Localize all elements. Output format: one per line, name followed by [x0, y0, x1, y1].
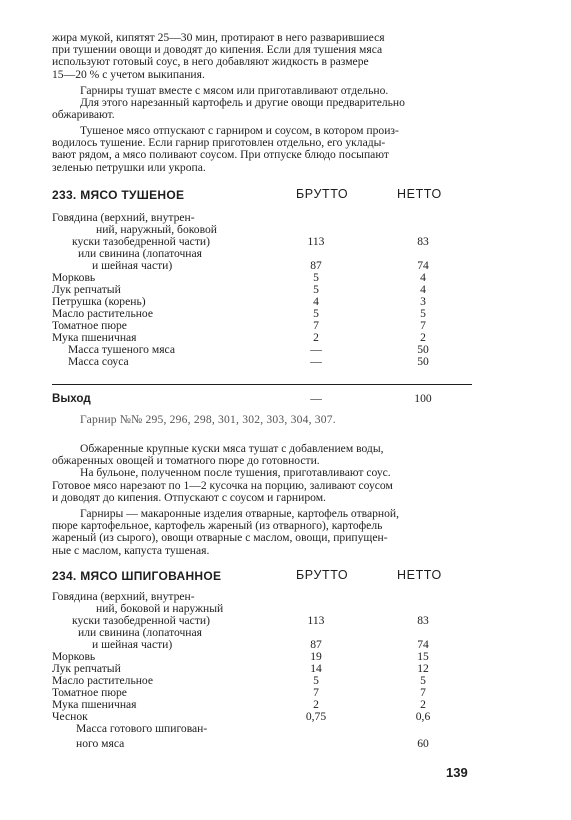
table-row: [52, 260, 472, 272]
ingredient-name: или свинина (лопаточная: [78, 247, 202, 260]
brutto-value: 4: [313, 295, 319, 308]
recipe-233-title: 233. МЯСО ТУШЕНОЕ: [52, 188, 185, 202]
ingredient-name: Говядина (верхний, внутрен-: [52, 590, 195, 603]
output-row: [52, 393, 472, 405]
netto-value: 12: [417, 662, 429, 675]
table-row: [52, 738, 472, 750]
ingredient-name: Петрушка (корень): [52, 295, 146, 308]
text-line: пюре картофельное, картофель жареный (из отварного), картофель: [52, 519, 383, 533]
netto-value: 3: [420, 295, 426, 308]
serving-paragraph: [52, 125, 470, 174]
text-line: жареный (из сырого), овощи отварные с маслом, овощи, припущен-: [52, 531, 388, 545]
ingredient-name: Чеснок: [52, 710, 88, 723]
text-line: зеленью петрушки или укропа.: [52, 160, 206, 174]
table-row: [52, 356, 472, 368]
netto-value: 50: [417, 355, 429, 368]
netto-value: 4: [420, 283, 426, 296]
netto-value: 4: [420, 271, 426, 284]
text-line: обжаривают.: [52, 108, 115, 122]
recipe-233-garnishes: [52, 508, 470, 557]
netto-value: 2: [420, 698, 426, 711]
text-line: ные с маслом, капуста тушеная.: [52, 543, 210, 557]
brutto-value: 113: [307, 614, 325, 627]
text-line: вают рядом, а мясо поливают соусом. При отпуске блюдо посыпают: [52, 148, 389, 162]
recipe-233-method: [52, 443, 470, 504]
brutto-value: 87: [310, 259, 322, 272]
ingredient-name: Морковь: [52, 271, 96, 284]
ingredient-name: Томатное пюре: [52, 686, 127, 699]
ingredient-name: Масса готового шпигован-: [76, 722, 208, 735]
table-row: [52, 723, 472, 735]
brutto-value: 0,75: [305, 710, 327, 723]
ingredient-name: Масло растительное: [52, 674, 154, 687]
netto-value: 50: [417, 343, 429, 356]
text-line: обжаренных овощей и томатного пюре до готовности.: [52, 454, 320, 468]
brutto-value: 87: [310, 638, 322, 651]
brutto-header: БРУТТО: [296, 568, 349, 582]
page-number: 139: [446, 765, 468, 780]
ingredient-name: куски тазобедренной части): [72, 235, 210, 248]
text-line: Для этого нарезанный картофель и другие овощи предварительно: [80, 96, 405, 110]
ingredient-name: ний, боковой и наружный: [96, 602, 224, 615]
ingredient-name: куски тазобедренной части): [72, 614, 210, 627]
ingredient-name: Лук репчатый: [52, 283, 121, 296]
netto-value: 7: [420, 319, 426, 332]
ingredient-name: ний, наружный, боковой: [96, 223, 217, 236]
brutto-value: 5: [313, 307, 319, 320]
brutto-value: 5: [313, 674, 319, 687]
output-brutto: —: [310, 392, 322, 405]
brutto-value: 113: [307, 235, 325, 248]
brutto-value: 7: [313, 319, 319, 332]
text-line: Гарниры — макаронные изделия отварные, картофель отварной,: [80, 507, 400, 520]
brutto-value: 2: [313, 331, 319, 344]
text-line: водилось тушение. Если гарнир приготовлен отдельно, его уклады-: [52, 136, 386, 150]
output-label: Выход: [52, 392, 91, 405]
ingredient-name: Мука пшеничная: [52, 331, 137, 344]
garnish-reference: Гарнир №№ 295, 296, 298, 301, 302, 303, 304, 307.: [80, 413, 336, 426]
text-line: при тушении овощи и доводят до кипения. Если для тушения мяса: [52, 43, 383, 57]
netto-value: 7: [420, 686, 426, 699]
recipe-234-title: 234. МЯСО ШПИГОВАННОЕ: [52, 569, 222, 583]
netto-header: НЕТТО: [397, 187, 442, 201]
brutto-value: 7: [313, 686, 319, 699]
brutto-value: 5: [313, 271, 319, 284]
netto-header: НЕТТО: [397, 568, 442, 582]
brutto-header: БРУТТО: [296, 187, 349, 201]
brutto-value: 19: [310, 650, 322, 663]
netto-value: 74: [417, 638, 429, 651]
netto-value: 5: [420, 307, 426, 320]
ingredient-name: Томатное пюре: [52, 319, 127, 332]
ingredient-name: и шейная части): [92, 259, 173, 272]
ingredient-name: и шейная части): [92, 638, 173, 651]
text-line: Гарниры тушат вместе с мясом или приготавливают отдельно.: [80, 84, 389, 97]
ingredient-name: Мука пшеничная: [52, 698, 137, 711]
ingredient-name: Масло растительное: [52, 307, 154, 320]
netto-value: 74: [417, 259, 429, 272]
recipe-234-table: [52, 591, 472, 750]
text-line: Обжаренные крупные куски мяса тушат с добавлением воды,: [80, 442, 384, 455]
brutto-value: 2: [313, 698, 319, 711]
netto-value: 2: [420, 331, 426, 344]
netto-value: 0,6: [415, 710, 431, 723]
netto-value: 83: [417, 235, 429, 248]
ingredient-name: Масса соуса: [68, 355, 129, 368]
output-netto: 100: [414, 392, 432, 405]
ingredient-name: Говядина (верхний, внутрен-: [52, 211, 195, 224]
brutto-value: —: [310, 355, 322, 368]
ingredient-name: ного мяса: [76, 737, 125, 750]
table-row: [52, 699, 472, 711]
brutto-value: 5: [313, 283, 319, 296]
text-line: используют готовый соус, в него добавляют жидкость в размере: [52, 55, 369, 69]
text-line: На бульоне, полученном после тушения, приготавливают соус.: [80, 466, 391, 480]
table-divider: [52, 384, 472, 385]
recipe-233-table: [52, 212, 472, 368]
ingredient-name: Масса тушеного мяса: [68, 343, 175, 356]
netto-value: 5: [420, 674, 426, 687]
brutto-value: —: [310, 343, 322, 356]
brutto-value: 14: [310, 662, 322, 675]
text-line: Готовое мясо нарезают по 1—2 кусочка на порцию, заливают соусом: [52, 478, 393, 492]
netto-value: 15: [417, 650, 429, 663]
garnish-note-paragraph: [52, 85, 470, 122]
netto-value: 60: [417, 737, 429, 750]
ingredient-name: или свинина (лопаточная: [78, 626, 202, 639]
text-line: и доводят до кипения. Отпускают с соусом и гарниром.: [52, 490, 326, 504]
text-line: жира мукой, кипятят 25—30 мин, протирают в него разварившиеся: [52, 31, 385, 44]
ingredient-name: Лук репчатый: [52, 662, 121, 675]
table-row: [52, 639, 472, 651]
intro-paragraph: [52, 32, 470, 81]
netto-value: 83: [417, 614, 429, 627]
text-line: 15—20 % с учетом выкипания.: [52, 67, 205, 81]
text-line: Тушеное мясо отпускают с гарниром и соусом, в котором произ-: [80, 124, 399, 137]
ingredient-name: Морковь: [52, 650, 96, 663]
